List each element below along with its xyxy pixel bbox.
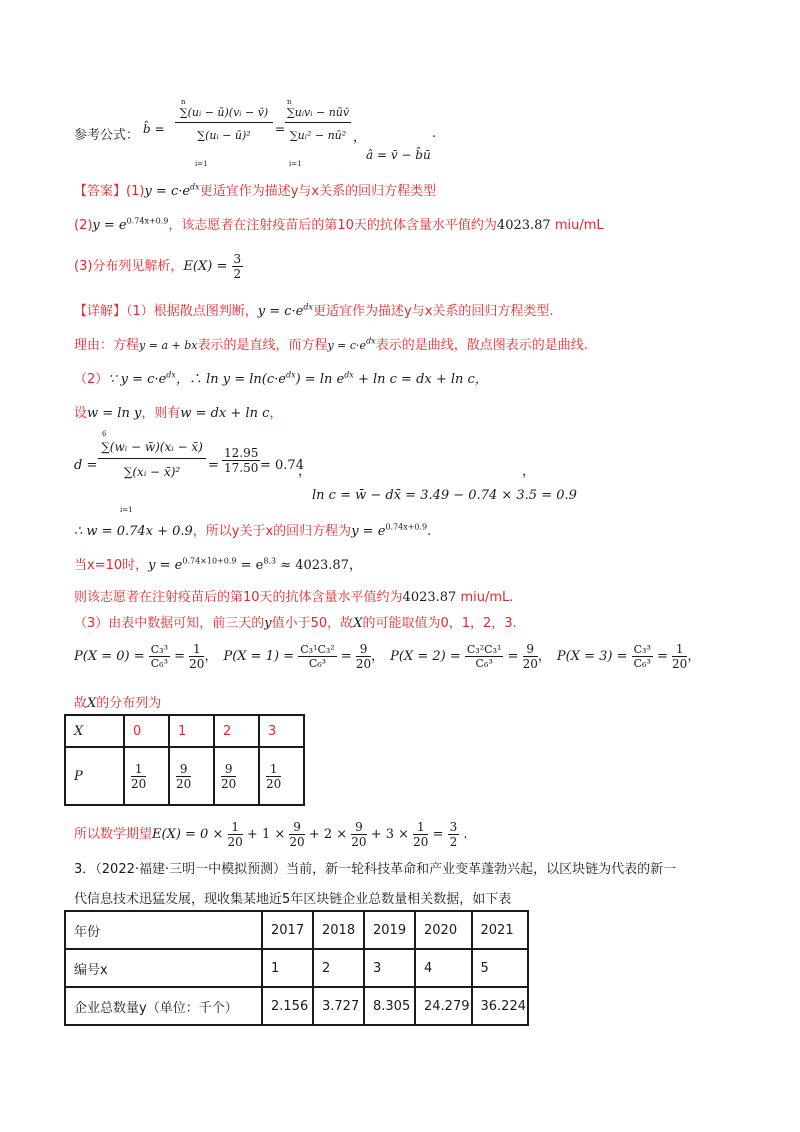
table-cell: 2021	[472, 911, 529, 949]
d-fraction: 6 ∑(wᵢ − w̄)(xᵢ − x̄) ∑(xᵢ − x̄)² i=1	[98, 430, 206, 479]
formula-label: 参考公式：	[74, 128, 140, 143]
table-cell: 8.305	[364, 987, 415, 1025]
answer-bracket: 【答案】	[74, 184, 127, 199]
expectation-term: $\frac{3}{2}$ .	[449, 820, 468, 849]
lnc-equation: ln c = w̄ − dx̄ = 3.49 − 0.74 × 3.5 = 0.9	[312, 488, 577, 503]
formula-fraction-1: n ∑(uᵢ − ū)(vᵢ − v̄) ∑(uᵢ − ū)² i=1	[175, 98, 273, 142]
d-label: d =	[74, 458, 98, 473]
detail-let-w: 设w = ln y，则有w = dx + ln c，	[74, 406, 283, 421]
table-cell: 3.727	[313, 987, 364, 1025]
d-comma-2: ，	[522, 464, 536, 479]
probability-equation: P(X = 2) = $\frac{\text{C₃²C₃¹}}{\text{C₆³}}$ = $\frac{9}{20}$ ，	[390, 642, 551, 671]
probability-equation: P(X = 3) = $\frac{\text{C₃³}}{\text{C₆³}}$ = $\frac{1}{20}$ ，	[556, 642, 701, 671]
dist-p-value: $\frac{9}{20}$	[214, 747, 259, 805]
a-hat-formula: â = v̄ − b̂ū	[366, 148, 431, 162]
dist-x-value: 2	[214, 715, 259, 747]
table-cell: 2020	[415, 911, 472, 949]
table-cell: 36.224	[472, 987, 529, 1025]
table-cell: 3	[364, 949, 415, 987]
table-cell: 2017	[262, 911, 313, 949]
blockchain-data-table	[64, 910, 529, 1026]
detail-step-2: （2）∵ $y = c\cdot e^{dx}$，∴ $\ln y = \ln(c\cdot e^{dx}) = \ln e^{dx} + \ln c$ = dx + ln c，	[74, 370, 488, 387]
dist-x-label: X	[65, 715, 124, 747]
table-row-label: 编号x	[65, 949, 262, 987]
dist-intro: 故X的分布列为	[74, 696, 162, 711]
d-value-fraction: $\frac{12.95}{17.50}$	[224, 446, 259, 475]
x10-line: 当x=10时，$y = e^{0.74\times 10+0.9} = e^{8.3} \approx 4023.87$，	[74, 556, 362, 573]
distribution-table	[64, 714, 305, 806]
expectation-line: 所以数学期望E(X) = 0 × $\frac{1}{20}$ + 1 × $\frac{9}{20}$ + 2 × $\frac{9}{20}$ + 3 × $\frac{1}{20}$ = $\frac{3}{2}$ .	[74, 820, 468, 849]
formula-period: .	[432, 126, 437, 141]
question-3-line-1: 3．（2022·福建·三明一中模拟预测）当前，新一轮科技革命和产业变革蓬勃兴起，以区块链为代表的新一	[74, 862, 677, 877]
dist-x-value: 1	[169, 715, 214, 747]
d-result: = 0.74	[260, 458, 304, 473]
formula-comma: ，	[353, 130, 367, 145]
table-row-label: 企业总数量y（单位：千个）	[65, 987, 262, 1025]
table-cell: 2	[313, 949, 364, 987]
dist-x-value: 3	[259, 715, 304, 747]
table-cell: 2018	[313, 911, 364, 949]
question-3-line-2: 代信息技术迅猛发展，现收集某地近5年区块链企业总数量相关数据，如下表	[74, 892, 512, 907]
dist-p-label: P	[65, 747, 124, 805]
regression-line: ∴ w = 0.74x + 0.9，所以y关于x的回归方程为$y = e^{0.74x+0.9}$.	[74, 522, 432, 539]
d-comma: ，	[298, 464, 312, 479]
expectation-term: $\frac{1}{20}$ =	[413, 820, 444, 849]
table-header-year: 年份	[65, 911, 262, 949]
dist-p-value: $\frac{1}{20}$	[259, 747, 304, 805]
probability-equation: P(X = 0) = $\frac{\text{C₃³}}{\text{C₆³}}$ = $\frac{1}{20}$ ，	[74, 642, 218, 671]
expectation-term: $\frac{9}{20}$ + 2 ×	[289, 820, 348, 849]
table-cell: 1	[262, 949, 313, 987]
answer-line-1: 【答案】$(1)y = c\cdot e^{dx}$更适宜作为描述y与x关系的回归方程类型	[74, 182, 437, 199]
answer-line-2: $(2)y = e^{0.74x+0.9}$，该志愿者在注射疫苗后的第10天的抗体含量水平值约为4023.87 miu/mL	[74, 216, 604, 233]
detail-line-1: 【详解】（1）根据散点图判断，$y = c\cdot e^{dx}$更适宜作为描述y与x关系的回归方程类型.	[74, 302, 554, 319]
dist-p-value: $\frac{1}{20}$	[124, 747, 169, 805]
d-equals: =	[208, 458, 219, 473]
then-line: 则该志愿者在注射疫苗后的第10天的抗体含量水平值约为4023.87 miu/mL.	[74, 590, 514, 605]
formula-fraction-2: n ∑uᵢvᵢ − nūv̄ ∑uᵢ² − nū² i=1	[286, 98, 350, 168]
table-cell: 24.279	[415, 987, 472, 1025]
step-3-line: （3）由表中数据可知，前三天的y值小于50，故X的可能取值为0，1，2，3.	[74, 616, 517, 631]
dist-x-value: 0	[124, 715, 169, 747]
detail-reason: 理由：方程y = a + bx表示的是直线，而方程$y = c\cdot e^{dx}$表示的是曲线，散点图表示的是曲线.	[74, 336, 588, 353]
detail-bracket: 【详解】	[74, 304, 127, 319]
table-cell: 2.156	[262, 987, 313, 1025]
answer-line-3: (3)分布列见解析，E(X) = $\frac{3}{2}$	[74, 252, 242, 281]
table-cell: 5	[472, 949, 529, 987]
p-equations	[74, 642, 706, 671]
expectation-term: $\frac{1}{20}$ + 1 ×	[227, 820, 286, 849]
probability-equation: P(X = 1) = $\frac{\text{C₃¹C₃²}}{\text{C₆³}}$ = $\frac{9}{20}$ ，	[223, 642, 385, 671]
table-cell: 2019	[364, 911, 415, 949]
expectation-term: $\frac{9}{20}$ + 3 ×	[351, 820, 410, 849]
equals-sign-1: =	[275, 122, 286, 136]
b-hat-label: b̂ =	[143, 122, 165, 136]
table-cell: 4	[415, 949, 472, 987]
dist-p-value: $\frac{9}{20}$	[169, 747, 214, 805]
